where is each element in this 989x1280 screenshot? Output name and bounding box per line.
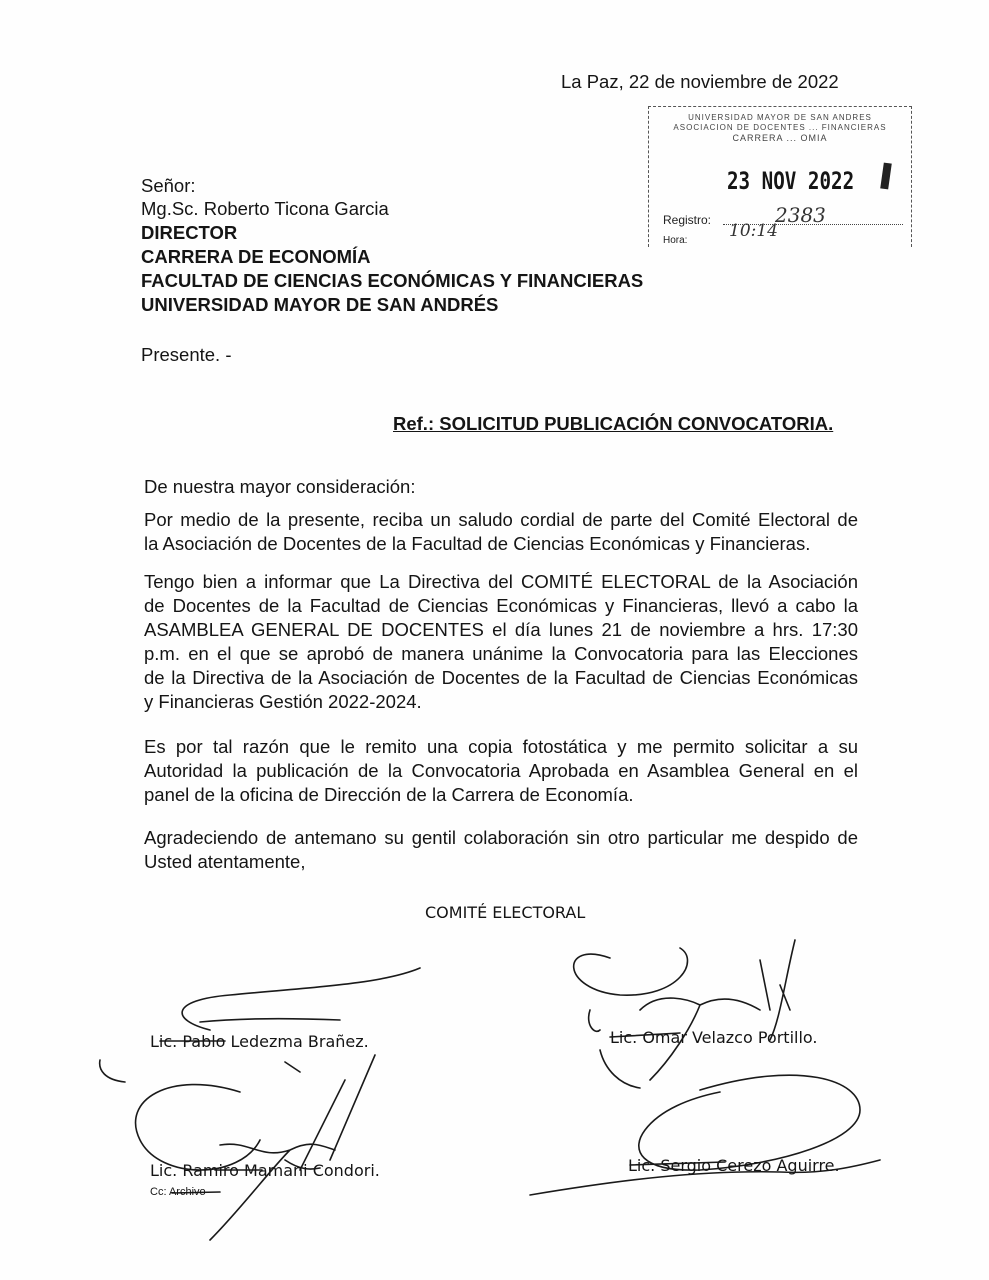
paragraph-line: Usted atentamente, — [144, 851, 306, 872]
signature-mamani — [136, 1055, 375, 1240]
paragraph-line: Tengo bien a informar que La Directiva del COMITÉ ELECTORAL de la Asociación — [144, 571, 858, 592]
signature-ledezma — [100, 968, 420, 1082]
stamp-line-3: CARRERA ... OMIA — [732, 133, 828, 143]
signature-cerezo — [530, 1075, 880, 1195]
cc-line: Cc: Archivo — [150, 1186, 206, 1198]
paragraph-line: panel de la oficina de Dirección de la Carrera de Economía. — [144, 784, 634, 805]
signature-velazco — [574, 940, 795, 1088]
stamp-registro-value: 2383 — [775, 203, 826, 227]
stamp-registro-label: Registro: — [663, 213, 712, 227]
stamp-date: 23 NOV 2022 — [727, 167, 855, 195]
paragraph-line: Agradeciendo de antemano su gentil colaboración sin otro particular me despido de — [144, 827, 858, 848]
presente: Presente. - — [141, 344, 232, 365]
paragraph-line: p.m. en el que se aprobó de manera unánime la Convocatoria para las Elecciones — [144, 643, 858, 664]
stamp-hora-label: Hora: — [663, 235, 688, 246]
committee-title: COMITÉ ELECTORAL — [425, 903, 586, 922]
paragraph-line: ASAMBLEA GENERAL DE DOCENTES el día lunes 21 de noviembre a hrs. 17:30 — [144, 619, 858, 640]
signatory-mamani: Lic. Ramiro Mamani Condori. — [150, 1161, 380, 1180]
stamp-line-1: UNIVERSIDAD MAYOR DE SAN ANDRES — [688, 113, 872, 122]
paragraph-line: y Financieras Gestión 2022-2024. — [144, 691, 422, 712]
greeting: De nuestra mayor consideración: — [144, 476, 416, 497]
signatory-cerezo: Lic. Sergio Cerezo Aguirre. — [628, 1156, 840, 1175]
reference-line: Ref.: SOLICITUD PUBLICACIÓN CONVOCATORIA. — [393, 413, 834, 434]
paragraph-line: la Asociación de Docentes de la Facultad de Ciencias Económicas y Financieras. — [144, 533, 811, 554]
recipient-title: DIRECTOR — [141, 222, 238, 243]
paragraph-line: Por medio de la presente, reciba un saludo cordial de parte del Comité Electoral de — [144, 509, 858, 530]
stamp-line-2: ASOCIACION DE DOCENTES ... FINANCIERAS — [673, 123, 887, 132]
paragraph-line: Es por tal razón que le remito una copia fotostática y me permito solicitar a su — [144, 736, 858, 757]
recipient-line-3: UNIVERSIDAD MAYOR DE SAN ANDRÉS — [141, 294, 499, 315]
recipient-line-1: CARRERA DE ECONOMÍA — [141, 246, 371, 267]
stamp-hora-value: 10:14 — [729, 221, 778, 241]
paragraph-line: de Docentes de la Facultad de Ciencias Económicas y Financieras, llevó a cabo la — [144, 595, 858, 616]
paragraph-line: Autoridad la publicación de la Convocatoria Aprobada en Asamblea General en el — [144, 760, 858, 781]
signatory-velazco: Lic. Omar Velazco Portillo. — [610, 1028, 818, 1047]
recipient-name: Mg.Sc. Roberto Ticona Garcia — [141, 198, 389, 219]
signatory-ledezma: Lic. Pablo Ledezma Brañez. — [150, 1032, 369, 1051]
salutation: Señor: — [141, 175, 196, 196]
place-date: La Paz, 22 de noviembre de 2022 — [561, 71, 839, 92]
recipient-line-2: FACULTAD DE CIENCIAS ECONÓMICAS Y FINANCIERAS — [141, 270, 644, 291]
paragraph-line: de la Directiva de la Asociación de Docentes de la Facultad de Ciencias Económicas — [144, 667, 858, 688]
